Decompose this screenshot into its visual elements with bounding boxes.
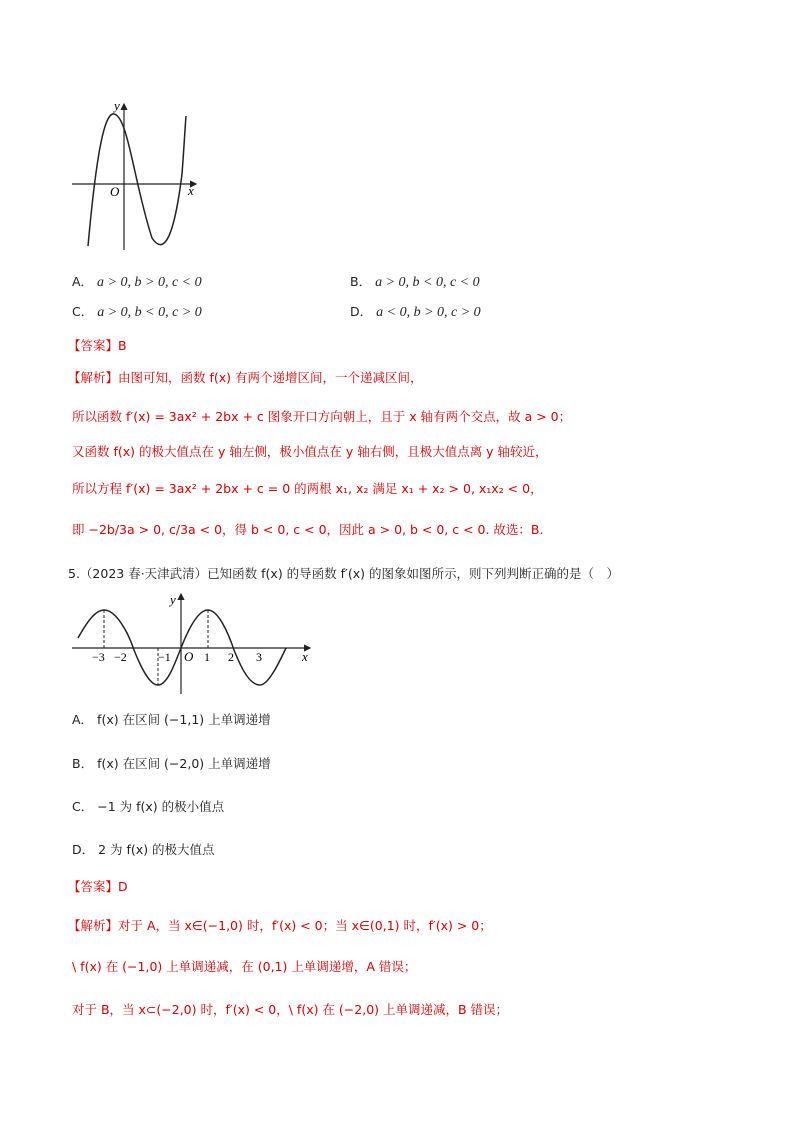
option-a[interactable] [72,272,202,291]
x-label: x [188,183,194,198]
option-c[interactable] [72,302,202,321]
cubic-curve [88,114,186,246]
option-letter: D． [72,842,95,857]
y-label: y [114,98,120,113]
tick-label: 3 [256,650,262,664]
q5-stem: 5.（2023 春·天津武清）已知函数 f(x) 的导函数 f′(x) 的图象如图所示，则下列判断正确的是（ ） [68,566,620,581]
option-text: f(x) 在区间 (−2,0) 上单调递增 [97,756,271,771]
q4-analysis-line: 【解析】由图可知，函数 f(x) 有两个递增区间，一个递减区间， [68,370,423,385]
origin-label: O [110,184,120,199]
option-letter: C． [72,799,94,814]
q5-analysis-line: 【解析】对于 A，当 x∈(−1,0) 时，f′(x) < 0；当 x∈(0,1) 时，f′(x) > 0； [68,918,492,933]
option-letter: D． [350,304,373,319]
origin-label: O [184,649,194,664]
option-text: a > 0, b > 0, c < 0 [97,275,202,290]
cubic-graph [68,98,203,258]
option-letter: A． [72,712,94,727]
y-label: y [170,592,176,607]
q4-analysis-line: 又函数 f(x) 的极大值点在 y 轴左侧，极小值点在 y 轴右侧，且极大值点离 y 轴较近， [72,444,548,459]
q5-analysis-line: 对于 B，当 x⊂(−2,0) 时，f′(x) < 0，\ f(x) 在 (−2,0) 上单调递减，B 错误； [72,1002,509,1017]
tick-label: −3 [92,650,105,664]
q4-answer: 【答案】B [68,338,127,353]
option-a[interactable] [72,710,271,728]
option-text: f(x) 在区间 (−1,1) 上单调递增 [97,712,271,727]
option-d[interactable] [72,840,215,858]
option-letter: C． [72,304,94,319]
tick-label: 2 [228,650,234,664]
tick-label: 1 [204,650,210,664]
q4-analysis-line: 所以函数 f′(x) = 3ax² + 2bx + c 图象开口方向朝上，且于 x 轴有两个交点，故 a > 0； [72,409,572,424]
option-text: a > 0, b < 0, c > 0 [97,305,202,320]
option-text: −1 为 f(x) 的极小值点 [97,799,225,814]
option-text: a > 0, b < 0, c < 0 [375,275,480,290]
option-letter: B． [72,756,94,771]
option-text: 2 为 f(x) 的极大值点 [98,842,215,857]
tick-label: −1 [158,650,171,664]
q4-analysis-line: 即 −2b/3a > 0, c/3a < 0，得 b < 0, c < 0，因此 a > 0, b < 0, c < 0. 故选：B. [72,522,544,537]
tick-label: −2 [114,650,127,664]
x-label: x [302,649,308,664]
q5-answer: 【答案】D [68,879,128,894]
option-b[interactable] [72,754,271,772]
q5-analysis-line: \ f(x) 在 (−1,0) 上单调递减，在 (0,1) 上单调递增，A 错误； [72,959,417,974]
option-letter: A． [72,274,94,289]
derivative-graph [68,590,318,695]
option-d[interactable] [350,302,481,321]
option-c[interactable] [72,797,224,815]
option-b[interactable] [350,272,480,291]
option-text: a < 0, b > 0, c > 0 [376,305,481,320]
q4-analysis-line: 所以方程 f′(x) = 3ax² + 2bx + c = 0 的两根 x₁, x₂ 满足 x₁ + x₂ > 0, x₁x₂ < 0， [72,481,543,496]
option-letter: B． [350,274,372,289]
